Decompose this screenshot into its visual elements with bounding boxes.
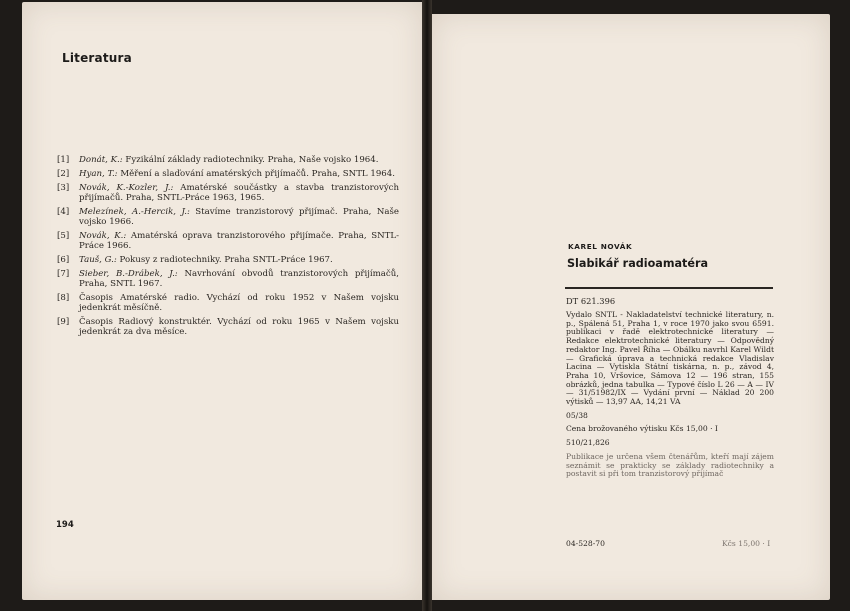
footer-code: 04-528-70 [566,539,605,548]
reference-author: Melezínek, A.-Hercik, J.: [79,206,190,217]
reference-item: [2] Hyan, T.: Měření a slaďování amatérských přijímačů. Praha, SNTL 1964. [57,168,395,179]
reference-text: Časopis Amatérské radio. Vychází od roku 1952 v Našem vojsku jedenkrát měsíčně. [79,293,399,314]
reference-author: Sieber, B.-Drábek, J.: [79,268,178,279]
reference-author: Tauš, G.: [79,255,117,266]
catalog-code: 05/38 [566,410,588,420]
imprint-block [566,296,774,484]
reference-item: [3] Novák, K.-Kozler, J.: Amatérské součástky a stavba tranzistorových přijímačů. Praha, SNTL-Práce 1963, 1965. [57,182,400,203]
reference-item: [9] Časopis Radiový konstruktér. Vychází od roku 1965 v Našem vojsku jedenkrát za dva měsíce. [57,317,399,338]
reference-list [57,155,399,341]
page-number: 194 [56,520,74,530]
reference-text: Pokusy z radiotechniky. Praha SNTL-Práce 1967. [119,255,333,266]
book-author: KAREL NOVÁK [568,242,633,251]
book-title: Slabikář radioamatéra [567,257,709,270]
reference-text: Navrhování obvodů tranzistorových přijímačů, Praha, SNTL 1967. [79,268,399,290]
reference-text: Amatérská oprava tranzistorového přijímače. Praha, SNTL-Práce 1966. [79,230,400,252]
dt-code: DT 621.396 [566,296,616,306]
reference-item: [4] Melezínek, A.-Hercik, J.: Stavíme tranzistorový přijímač. Praha, Naše vojsko 1966. [57,206,399,228]
reference-text: Stavíme tranzistorový přijímač. Praha, Naše vojsko 1966. [79,206,399,228]
reference-item: [5] Novák, K.: Amatérská oprava tranzistorového přijímače. Praha, SNTL-Práce 1966. [57,230,400,252]
reference-item: [7] Sieber, B.-Drábek, J.: Navrhování obvodů tranzistorových přijímačů, Praha, SNTL 1967. [57,268,399,290]
reference-item: [6] Tauš, G.: Pokusy z radiotechniky. Praha SNTL-Práce 1967. [57,255,333,266]
title-rule [565,287,773,289]
reference-text: Časopis Radiový konstruktér. Vychází od roku 1965 v Našem vojsku jedenkrát za dva měsíce. [79,317,399,338]
catalog-code-2: 510/21,826 [566,438,610,448]
reference-author: Novák, K.-Kozler, J.: [79,182,174,193]
price-line: Cena brožovaného výtisku Kčs 15,00 · I [566,424,718,434]
reference-author: Hyan, T.: [79,168,118,179]
footer-price: Kčs 15,00 · I [722,539,771,548]
reference-item: [8] Časopis Amatérské radio. Vychází od roku 1952 v Našem vojsku jedenkrát měsíčně. [57,293,399,314]
literature-heading: Literatura [62,51,132,65]
reference-text: Měření a slaďování amatérských přijímačů. Praha, SNTL 1964. [120,168,395,179]
reference-item: [1] Donát, K.: Fyzikální základy radiotechniky. Praha, Naše vojsko 1964. [57,155,379,165]
reference-text: Fyzikální základy radiotechniky. Praha, Naše vojsko 1964. [125,155,379,165]
imprint-text: Vydalo SNTL - Nakladatelství technické literatury, n. p., Spálená 51, Praha 1, v roce 1970 jako svou 6591. publikaci v řadě elektrotechnické literatury — Redakce elektrotechnické literatury — Odpovědný redaktor Ing. Pavel Říha — Obálku navrhl Karel Wildt — Grafická úprava a technická redakce Vladislav Lacina — Vytiskla Státní tiskárna, n. p., závod 4, Praha 10, Vršovice, Sámova 12 — 196 stran, 155 obrázků, jedna tabulka — Typové číslo L 26 — A — IV — 31/51982/IX — Vydání první — Náklad 20 200 výtisků — 13,97 AA, 14,21 VA [566,310,774,407]
reference-text: Amatérské součástky a stavba tranzistorových přijímačů. Praha, SNTL-Práce 1963, 1965. [79,182,400,203]
reference-author: Donát, K.: [79,155,123,165]
reference-author: Novák, K.: [79,230,127,241]
publication-note: Publikace je určena všem čtenářům, kteří mají zájem seznámit se prakticky se základy radiotechniky a postavit si při tom tranzistorový přijímač [566,451,774,479]
book-gutter [422,0,432,611]
